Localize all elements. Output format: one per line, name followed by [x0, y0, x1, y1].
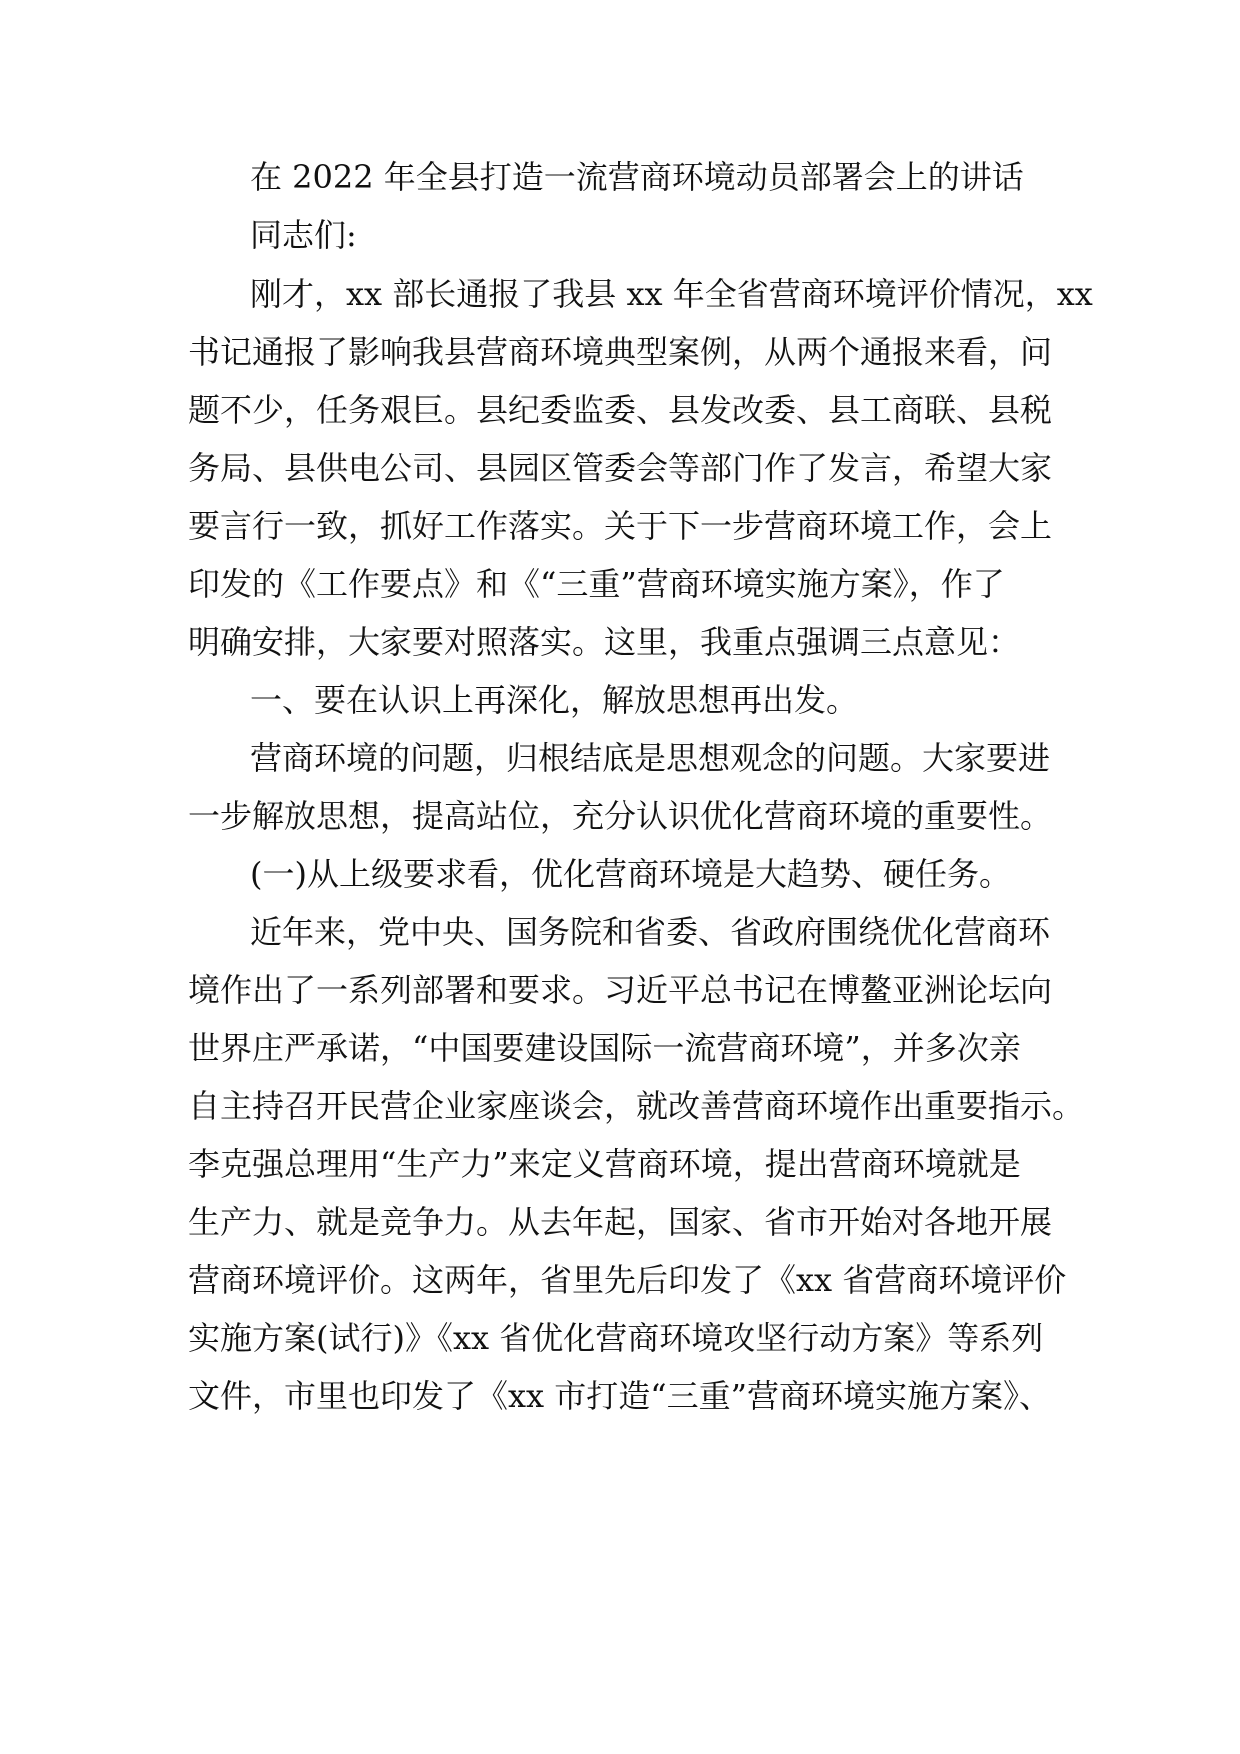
subsection-heading: (一)从上级要求看，优化营商环境是大趋势、硬任务。: [250, 855, 1011, 893]
body-line: 务局、县供电公司、县园区管委会等部门作了发言，希望大家: [188, 449, 1053, 487]
body-line: 一步解放思想，提高站位，充分认识优化营商环境的重要性。: [188, 797, 1053, 835]
body-line: 书记通报了影响我县营商环境典型案例，从两个通报来看，问: [188, 333, 1053, 371]
body-line: 刚才，xx 部长通报了我县 xx 年全省营商环境评价情况，xx: [250, 275, 1093, 313]
body-line: 印发的《工作要点》和《“三重”营商环境实施方案》，作了: [188, 565, 1005, 603]
body-line: 实施方案(试行)》《xx 省优化营商环境攻坚行动方案》等系列: [188, 1319, 1044, 1357]
body-line: 营商环境的问题，归根结底是思想观念的问题。大家要进: [250, 739, 1051, 777]
body-line: 文件，市里也印发了《xx 市打造“三重”营商环境实施方案》、: [188, 1377, 1051, 1415]
body-line: 自主持召开民营企业家座谈会，就改善营商环境作出重要指示。: [188, 1087, 1085, 1125]
section-heading: 一、要在认识上再深化，解放思想再出发。: [250, 681, 859, 719]
body-line: 营商环境评价。这两年，省里先后印发了《xx 省营商环境评价: [188, 1261, 1067, 1299]
document-title: 在 2022 年全县打造一流营商环境动员部署会上的讲话: [250, 158, 1024, 196]
body-line: 题不少，任务艰巨。县纪委监委、县发改委、县工商联、县税: [188, 391, 1053, 429]
body-line: 李克强总理用“生产力”来定义营商环境，提出营商环境就是: [188, 1145, 1021, 1183]
body-line: 近年来，党中央、国务院和省委、省政府围绕优化营商环: [250, 913, 1051, 951]
body-line: 生产力、就是竞争力。从去年起，国家、省市开始对各地开展: [188, 1203, 1053, 1241]
body-line: 境作出了一系列部署和要求。习近平总书记在博鳌亚洲论坛向: [188, 971, 1053, 1009]
body-line: 要言行一致，抓好工作落实。关于下一步营商环境工作，会上: [188, 507, 1053, 545]
salutation: 同志们:: [250, 216, 357, 254]
body-line: 明确安排，大家要对照落实。这里，我重点强调三点意见：: [188, 623, 1021, 661]
body-line: 世界庄严承诺，“中国要建设国际一流营商环境”，并多次亲: [188, 1029, 1021, 1067]
